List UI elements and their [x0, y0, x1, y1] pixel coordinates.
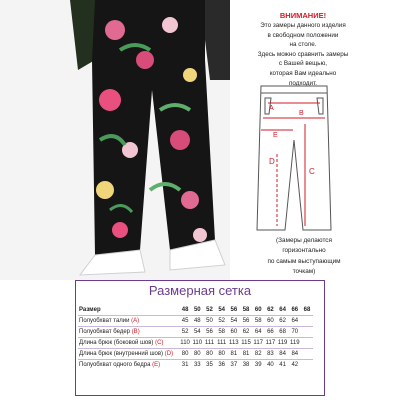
value-cell: 52	[179, 327, 191, 338]
size-chart-table	[78, 305, 313, 370]
size-cell: 68	[303, 307, 311, 313]
value-cell: 70	[289, 327, 301, 338]
value-cell: 52	[216, 316, 228, 327]
row-letter: (C)	[155, 340, 164, 346]
note-line: горизонтально	[282, 247, 326, 255]
row-letter: (B)	[131, 329, 140, 335]
value-cell	[301, 360, 313, 371]
value-cell: 62	[240, 327, 252, 338]
value-cell: 81	[240, 349, 252, 360]
size-cell: 66	[291, 307, 299, 313]
label-a: A	[269, 105, 274, 112]
notice-line: Это замеры данного изделия	[260, 22, 346, 29]
product-photo	[0, 0, 230, 280]
note-line: (Замеры делаются	[276, 237, 332, 244]
value-cell: 84	[277, 349, 289, 360]
value-cell: 111	[203, 338, 215, 349]
notice-title: ВНИМАНИЕ!	[279, 11, 327, 20]
value-cell: 113	[228, 338, 240, 349]
value-cell: 68	[277, 327, 289, 338]
value-cell: 54	[191, 327, 203, 338]
row-label	[78, 316, 179, 327]
value-cell: 117	[252, 338, 264, 349]
notice-line: подходит.	[288, 79, 318, 87]
row-label	[78, 327, 179, 338]
row-label-text: Полуобхват талии	[79, 318, 132, 324]
label-c: C	[309, 167, 315, 176]
label-d: D	[269, 157, 275, 166]
value-cell: 45	[179, 316, 191, 327]
value-cell: 41	[277, 360, 289, 371]
value-cell: 42	[289, 360, 301, 371]
notice-line: на столе.	[289, 41, 317, 49]
table-row	[78, 360, 313, 371]
size-cell: 60	[254, 307, 262, 313]
row-label-text: Длина брюк (боковой шов)	[79, 340, 156, 346]
value-cell: 48	[191, 316, 203, 327]
value-cell: 40	[264, 360, 276, 371]
row-label-text: Полуобхват одного бедра	[79, 362, 153, 368]
size-chart-title: Размерная сетка	[148, 283, 252, 298]
header-label: Размер	[79, 307, 101, 313]
pants-measurement-diagram	[247, 84, 342, 232]
value-cell: 58	[216, 327, 228, 338]
label-e: E	[273, 132, 278, 139]
measurement-method-note	[246, 236, 362, 277]
value-cell: 83	[264, 349, 276, 360]
value-cell: 60	[228, 327, 240, 338]
size-chart-panel	[75, 280, 325, 396]
value-cell: 111	[216, 338, 228, 349]
value-cell: 37	[228, 360, 240, 371]
table-row	[78, 327, 313, 338]
row-label	[78, 338, 179, 349]
size-header-row	[78, 305, 313, 316]
value-cell: 80	[191, 349, 203, 360]
value-cell: 56	[203, 327, 215, 338]
value-cell: 110	[179, 338, 191, 349]
value-cell: 58	[252, 316, 264, 327]
value-cell: 82	[252, 349, 264, 360]
value-cell: 38	[240, 360, 252, 371]
value-cell: 80	[179, 349, 191, 360]
size-cell: 58	[242, 307, 250, 313]
value-cell: 81	[228, 349, 240, 360]
value-cell: 115	[240, 338, 252, 349]
value-cell	[301, 338, 313, 349]
notice-line: Здесь можно сравнить замеры	[257, 50, 349, 58]
value-cell: 60	[264, 316, 276, 327]
value-cell: 31	[179, 360, 191, 371]
size-cell: 62	[267, 307, 274, 313]
floral-pants-illustration	[0, 0, 230, 280]
label-b: B	[299, 110, 304, 117]
row-label-text: Полуобхват бедер	[79, 329, 132, 335]
value-cell: 36	[216, 360, 228, 371]
value-cell	[301, 316, 313, 327]
table-row	[78, 316, 313, 327]
value-cell	[301, 327, 313, 338]
value-cell: 33	[191, 360, 203, 371]
value-cell: 66	[264, 327, 276, 338]
size-cell: 50	[193, 307, 201, 313]
note-line: по самым выступающим	[267, 257, 341, 265]
table-row	[78, 349, 313, 360]
value-cell: 39	[252, 360, 264, 371]
value-cell: 80	[203, 349, 215, 360]
value-cell: 64	[289, 316, 301, 327]
row-label-text: Длина брюк (внутренний шов)	[79, 351, 165, 357]
size-cell: 48	[181, 307, 189, 313]
value-cell: 110	[191, 338, 203, 349]
row-letter: (A)	[131, 318, 140, 324]
row-letter: (D)	[164, 351, 174, 357]
size-cell: 56	[230, 307, 238, 313]
measurement-notice	[228, 10, 378, 88]
notice-line: с Вашей вещью,	[278, 60, 328, 68]
value-cell: 56	[240, 316, 252, 327]
notice-line: в свободном положении	[267, 31, 339, 39]
table-row	[78, 338, 313, 349]
value-cell: 84	[289, 349, 301, 360]
row-letter: (E)	[152, 362, 161, 368]
value-cell: 119	[277, 338, 289, 349]
size-cell: 52	[206, 307, 213, 313]
value-cell: 80	[216, 349, 228, 360]
value-cell: 62	[277, 316, 289, 327]
value-cell: 117	[264, 338, 276, 349]
row-label	[78, 349, 179, 360]
note-line: точкам)	[292, 267, 316, 275]
size-cell: 54	[218, 307, 225, 313]
value-cell: 64	[252, 327, 264, 338]
value-cell: 35	[203, 360, 215, 371]
notice-line: которая Вам идеально	[269, 69, 337, 77]
row-label	[78, 360, 179, 371]
value-cell: 119	[289, 338, 301, 349]
value-cell: 54	[228, 316, 240, 327]
size-cell: 64	[279, 307, 286, 313]
value-cell: 50	[203, 316, 215, 327]
value-cell	[301, 349, 313, 360]
